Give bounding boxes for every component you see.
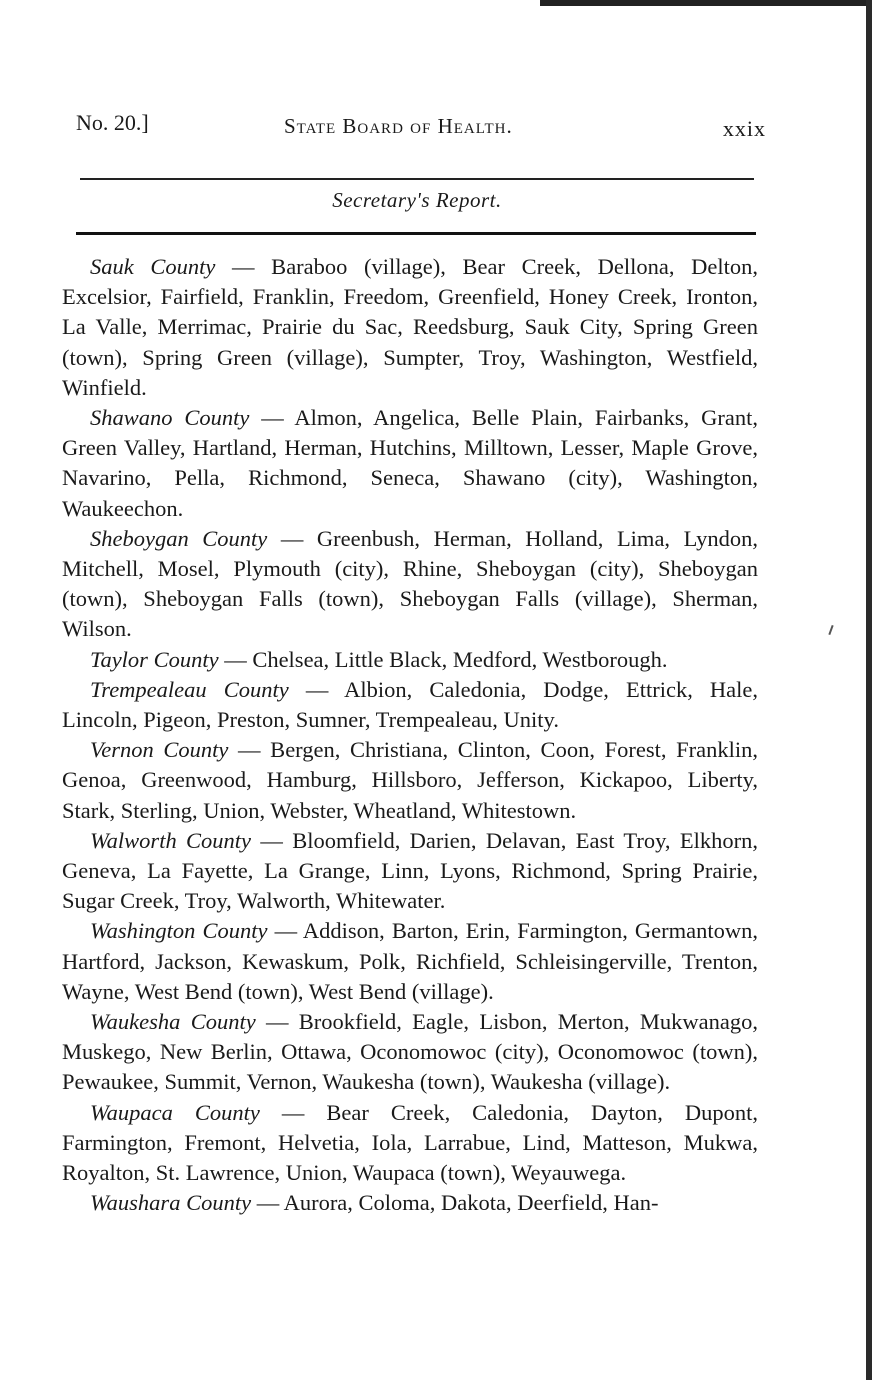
town-list: — Brookfield, Eagle, Lisbon, Merton, Mukwanago, Muskego, New Berlin, Ottawa, Oconomowoc (city), Oconomowoc (town), Pewaukee, Summit, Vernon, Waukesha (town), Waukesha (village). bbox=[62, 1009, 758, 1095]
county-name: Waukesha County bbox=[90, 1009, 256, 1035]
county-entry bbox=[62, 675, 758, 735]
county-name: Trempealeau County bbox=[90, 676, 289, 702]
county-name: Walworth County bbox=[90, 827, 252, 853]
county-entry bbox=[62, 403, 758, 524]
section-rule bbox=[76, 232, 756, 235]
running-header bbox=[76, 110, 766, 150]
town-list: — Baraboo (village), Bear Creek, Dellona, Delton, Excelsior, Fairfield, Franklin, Freedom, Greenfield, Honey Creek, Ironton, La Valle, Merrimac, Prairie du Sac, Reedsburg, Sauk City, Spring Green (town), Spring Green (village), Sumpter, Troy, Washington, Westfield, Winfield. bbox=[62, 254, 759, 400]
town-list: — Chelsea, Little Black, Medford, Westborough. bbox=[218, 646, 668, 672]
town-list: — Albion, Caledonia, Dodge, Ettrick, Hale, Lincoln, Pigeon, Preston, Sumner, Trempealeau, Unity. bbox=[62, 676, 758, 733]
page-number: xxix bbox=[722, 116, 766, 141]
section-title: Secretary's Report. bbox=[332, 188, 502, 212]
county-entry bbox=[62, 252, 758, 403]
county-entry bbox=[62, 735, 758, 826]
county-name: Waushara County bbox=[90, 1190, 252, 1216]
scan-speck bbox=[828, 625, 833, 635]
county-name: Sauk County bbox=[90, 254, 216, 279]
header-rule bbox=[80, 178, 754, 180]
header-title: State Board of Health. bbox=[284, 114, 513, 138]
county-name: Vernon County bbox=[90, 737, 229, 763]
county-entry bbox=[62, 524, 758, 645]
county-entry bbox=[62, 1007, 758, 1098]
scan-edge-right bbox=[866, 0, 872, 1380]
county-name: Sheboygan County bbox=[90, 525, 268, 551]
county-list bbox=[62, 252, 758, 1219]
county-entry bbox=[62, 645, 758, 675]
county-name: Shawano County bbox=[90, 405, 250, 431]
town-list: — Addison, Barton, Erin, Farmington, Germantown, Hartford, Jackson, Kewaskum, Polk, Richfield, Schleisingerville, Trenton, Wayne, West Bend (town), West Bend (village). bbox=[62, 918, 759, 1004]
town-list: — Almon, Angelica, Belle Plain, Fairbanks, Grant, Green Valley, Hartland, Herman, Hutchins, Milltown, Lesser, Maple Grove, Navarino, Pella, Richmond, Seneca, Shawano (city), Washington, Waukeechon. bbox=[62, 405, 758, 521]
county-entry bbox=[62, 826, 758, 917]
town-list: — Bergen, Christiana, Clinton, Coon, Forest, Franklin, Genoa, Greenwood, Hamburg, Hillsboro, Jefferson, Kickapoo, Liberty, Stark, Sterling, Union, Webster, Wheatland, Whitestown. bbox=[62, 737, 758, 823]
county-entry bbox=[62, 916, 758, 1007]
town-list: — Greenbush, Herman, Holland, Lima, Lyndon, Mitchell, Mosel, Plymouth (city), Rhine, Sheboygan (city), Sheboygan (town), Sheboygan Falls (town), Sheboygan Falls (village), Sherman, Wilson. bbox=[62, 525, 758, 642]
county-name: Taylor County bbox=[90, 646, 219, 672]
county-name: Washington County bbox=[90, 918, 268, 944]
town-list: — Aurora, Coloma, Dakota, Deerfield, Han- bbox=[251, 1190, 659, 1216]
county-name: Waupaca County bbox=[90, 1099, 260, 1125]
county-entry bbox=[62, 1098, 758, 1189]
county-entry bbox=[62, 1188, 758, 1218]
scan-edge-top bbox=[540, 0, 872, 6]
town-list: — Bear Creek, Caledonia, Dayton, Dupont, Farmington, Fremont, Helvetia, Iola, Larrabue, Lind, Matteson, Mukwa, Royalton, St. Lawrence, Union, Waupaca (town), Weyauwega. bbox=[62, 1099, 758, 1186]
document-number: No. 20.] bbox=[76, 110, 149, 135]
town-list: — Bloomfield, Darien, Delavan, East Troy, Elkhorn, Geneva, La Fayette, La Grange, Linn, Lyons, Richmond, Spring Prairie, Sugar Creek, Troy, Walworth, Whitewater. bbox=[62, 827, 758, 914]
